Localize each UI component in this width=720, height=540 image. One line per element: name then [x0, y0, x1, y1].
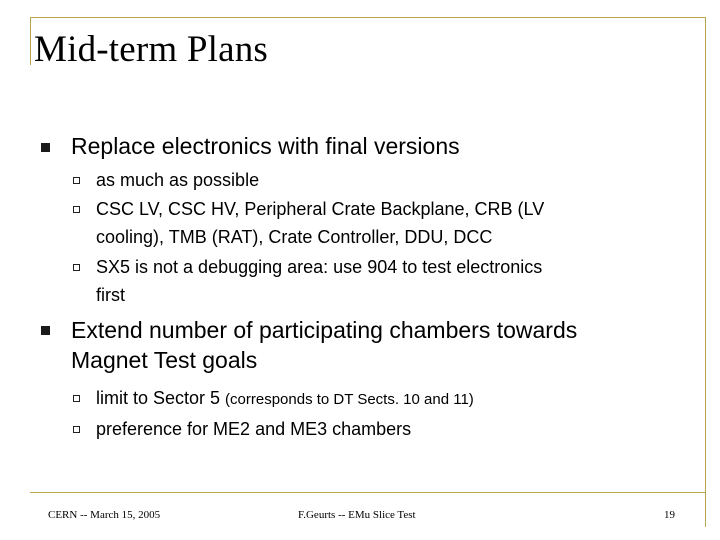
bullet-1-sub-3-line-1: SX5 is not a debugging area: use 904 to test electronics	[96, 257, 543, 277]
frame-top-line	[30, 17, 706, 18]
footer-author: F.Geurts -- EMu Slice Test	[298, 509, 416, 521]
sub-bullet-icon	[73, 426, 80, 433]
sub-bullet-icon	[73, 206, 80, 213]
bullet-2-sub-2: preference for ME2 and ME3 chambers	[96, 419, 412, 439]
bullet-1-text: Replace electronics with final versions	[71, 133, 460, 159]
sub-bullet-icon	[73, 264, 80, 271]
bullet-square-icon	[41, 143, 50, 152]
sub-bullet-icon	[73, 395, 80, 402]
frame-bottom-line	[30, 492, 706, 493]
frame-left-line	[30, 17, 31, 65]
bullet-2-line-1: Extend number of participating chambers towards	[71, 317, 578, 343]
slide-title: Mid-term Plans	[34, 29, 269, 70]
sub-bullet-icon	[73, 177, 80, 184]
bullet-2-sub-1-main: limit to Sector 5	[96, 388, 226, 408]
bullet-2-line-2: Magnet Test goals	[71, 347, 258, 373]
frame-right-line	[705, 17, 706, 527]
bullet-2-sub-1-note: (corresponds to DT Sects. 10 and 11)	[225, 391, 474, 408]
bullet-2-sub-1	[96, 384, 474, 414]
bullet-square-icon	[41, 326, 50, 335]
bullet-1-sub-3-line-2: first	[96, 285, 125, 305]
footer-page-number: 19	[664, 509, 675, 521]
bullet-1-sub-1: as much as possible	[96, 170, 260, 190]
bullet-1-sub-2-line-1: CSC LV, CSC HV, Peripheral Crate Backplane, CRB (LV	[96, 199, 545, 219]
bullet-1-sub-2-line-2: cooling), TMB (RAT), Crate Controller, DDU, DCC	[96, 227, 493, 247]
footer-date: CERN -- March 15, 2005	[48, 509, 161, 521]
